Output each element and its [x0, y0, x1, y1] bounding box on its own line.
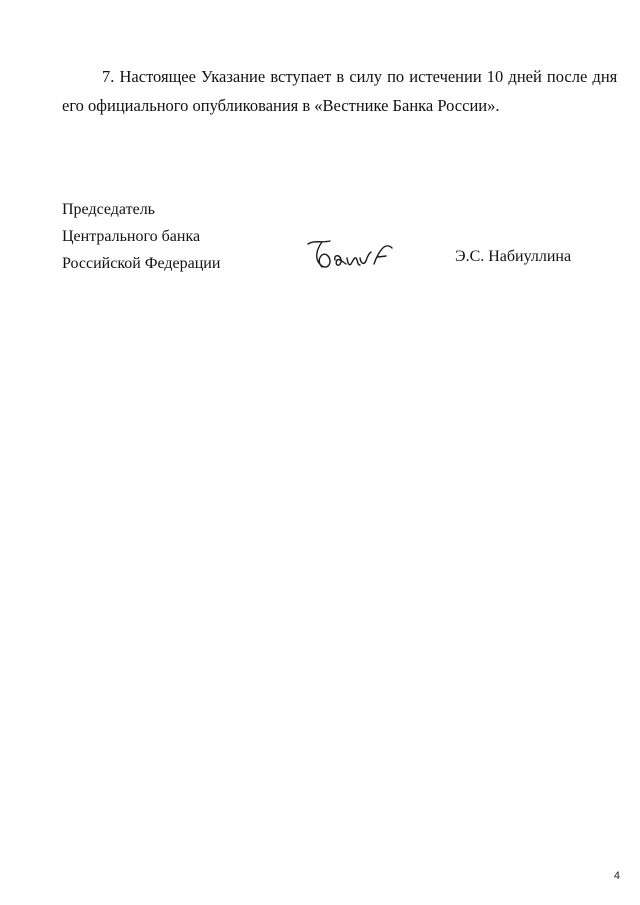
- paragraph-number: 7.: [102, 67, 115, 86]
- paragraph-7: [62, 62, 618, 120]
- signatory-title-line-2: Центрального банка: [62, 228, 201, 245]
- paragraph-7-text-line-1: Настоящее Указание вступает в силу по истечении 10 дней после дня: [119, 67, 618, 86]
- signatory-title-line-1: Председатель: [62, 201, 155, 218]
- signatory-title: [62, 196, 220, 277]
- signatory-name: Э.С. Набиуллина: [455, 248, 572, 265]
- handwritten-signature: [300, 234, 396, 278]
- page-number: 4: [613, 870, 620, 882]
- signatory-title-line-3: Российской Федерации: [62, 255, 221, 272]
- paragraph-7-text-line-2: его официального опубликования в «Вестнике Банка России».: [62, 96, 500, 115]
- paragraph-7-line-1: [62, 62, 618, 91]
